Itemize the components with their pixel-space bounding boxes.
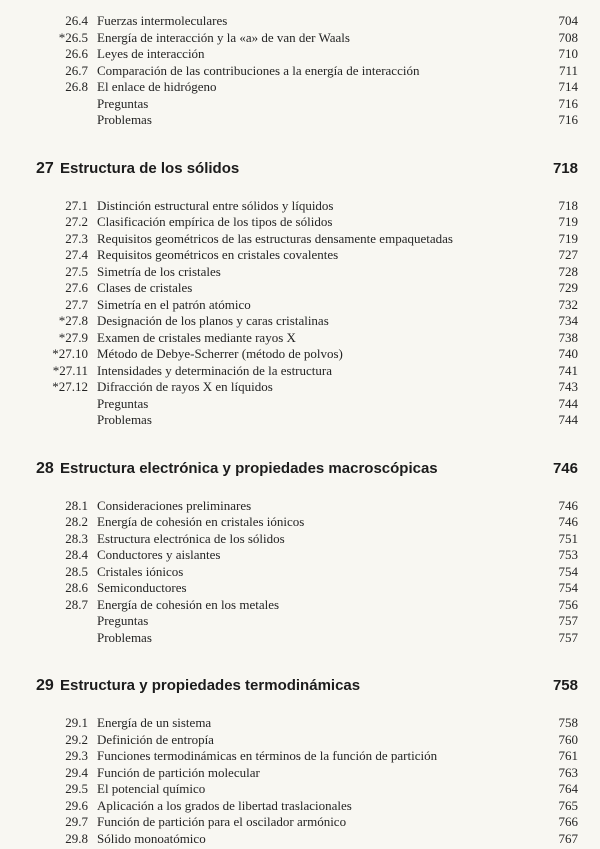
section-title: Preguntas — [97, 395, 149, 411]
section-title: Función de partición molecular — [97, 764, 260, 780]
page-number: 741 — [558, 362, 578, 378]
chapter-page-number: 746 — [552, 459, 578, 477]
section-number: 27.7 — [65, 296, 88, 312]
toc-entry — [36, 498, 578, 515]
page-number: 708 — [558, 29, 578, 45]
toc-entry — [36, 748, 578, 765]
section-number: *27.8 — [58, 313, 88, 328]
section-number: 26.6 — [65, 46, 88, 61]
section-number: 26.8 — [65, 79, 88, 94]
section-title: Semiconductores — [97, 580, 187, 595]
chapter-title: Estructura y propiedades termodinámicas — [60, 677, 361, 694]
section-number: *27.12 — [52, 379, 88, 394]
toc-entry — [36, 531, 578, 548]
toc-entry — [36, 831, 578, 848]
toc-entry — [36, 547, 578, 564]
toc-entry — [36, 597, 578, 614]
page-number: 710 — [558, 46, 578, 61]
chapter-number: 27 — [36, 159, 54, 177]
section-number: 27.4 — [65, 247, 88, 262]
page-number: 732 — [558, 296, 578, 312]
page-number: 704 — [558, 13, 578, 28]
section-title: Requisitos geométricos en cristales covalentes — [97, 247, 339, 262]
section-number: 29.7 — [65, 814, 88, 829]
page-number: 728 — [558, 263, 578, 279]
page-number: 765 — [558, 797, 578, 813]
toc-group — [36, 13, 578, 129]
section-number: 27.6 — [65, 280, 88, 295]
section-title: Preguntas — [97, 613, 149, 628]
section-title: Intensidades y determinación de la estructura — [97, 362, 332, 378]
section-title: Problemas — [97, 112, 152, 127]
toc-entry — [36, 96, 578, 113]
toc-entry — [36, 613, 578, 630]
section-title: Clases de cristales — [97, 280, 193, 295]
page-number: 757 — [558, 613, 578, 628]
chapter-page-number: 758 — [552, 677, 578, 694]
toc-entry — [36, 781, 578, 798]
section-number: 28.1 — [65, 497, 88, 513]
section-title: Energía de cohesión en los metales — [97, 596, 280, 612]
section-number: 27.2 — [65, 214, 88, 229]
page-number: 761 — [558, 748, 578, 763]
page-number: 719 — [558, 214, 578, 229]
section-title: Clasificación empírica de los tipos de sólidos — [97, 214, 333, 229]
toc-entry — [36, 732, 578, 749]
page-number: 754 — [558, 563, 578, 579]
toc-entry — [36, 798, 578, 815]
section-number: 28.5 — [65, 563, 88, 579]
section-title: Distinción estructural entre sólidos y líquidos — [97, 197, 334, 213]
toc-group — [36, 676, 578, 847]
page-number: 766 — [558, 814, 578, 829]
page-number: 744 — [558, 395, 578, 411]
section-number: 29.2 — [65, 731, 88, 747]
section-title: Consideraciones preliminares — [97, 497, 252, 513]
section-number: 29.3 — [65, 748, 88, 763]
section-number: 28.3 — [65, 530, 88, 546]
section-title: El potencial químico — [97, 781, 206, 796]
page-number: 764 — [558, 781, 578, 796]
toc-entry — [36, 330, 578, 347]
page-number: 716 — [558, 112, 578, 127]
toc-entry — [36, 379, 578, 396]
section-number: *27.10 — [52, 346, 88, 361]
section-title: Simetría de los cristales — [97, 263, 221, 279]
section-title: Energía de un sistema — [97, 715, 212, 730]
page-number: 716 — [558, 95, 578, 111]
section-title: Leyes de interacción — [97, 46, 205, 61]
section-title: Difracción de rayos X en líquidos — [97, 379, 273, 394]
section-title: Comparación de las contribuciones a la energía de interacción — [97, 62, 420, 78]
section-title: Simetría en el patrón atómico — [97, 296, 251, 312]
page-number: 718 — [558, 197, 578, 213]
toc-entry — [36, 79, 578, 96]
page-number: 714 — [558, 79, 578, 94]
chapter-title: Estructura electrónica y propiedades macroscópicas — [60, 459, 438, 477]
page-number: 758 — [558, 715, 578, 730]
chapter-number: 28 — [36, 459, 54, 477]
toc-entry — [36, 280, 578, 297]
section-number: 27.1 — [65, 197, 88, 213]
section-number: *27.11 — [52, 362, 88, 378]
page-number: 746 — [558, 514, 578, 529]
section-title: Definición de entropía — [97, 731, 214, 747]
toc-entry — [36, 264, 578, 281]
toc-entry — [36, 514, 578, 531]
toc-group — [36, 159, 578, 429]
section-title: Funciones termodinámicas en términos de la función de partición — [97, 748, 438, 763]
section-title: Energía de cohesión en cristales iónicos — [97, 514, 305, 529]
section-title: Energía de interacción y la «a» de van der Waals — [97, 29, 350, 45]
section-title: Examen de cristales mediante rayos X — [97, 329, 296, 345]
page-number: 751 — [558, 530, 578, 546]
toc-entry — [36, 396, 578, 413]
section-number: 29.8 — [65, 830, 88, 846]
section-title: Requisitos geométricos de las estructuras densamente empaquetadas — [97, 230, 453, 246]
page-number: 734 — [558, 313, 578, 328]
toc-entry — [36, 765, 578, 782]
toc-entry — [36, 412, 578, 429]
page-number: 756 — [558, 596, 578, 612]
section-number: 26.7 — [65, 62, 88, 78]
page-number: 763 — [558, 764, 578, 780]
toc-entry — [36, 715, 578, 732]
section-number: 29.6 — [65, 797, 88, 813]
toc-entry — [36, 198, 578, 215]
chapter-number: 29 — [36, 677, 54, 694]
toc — [36, 13, 578, 847]
section-title: Aplicación a los grados de libertad traslacionales — [97, 797, 352, 813]
section-title: Fuerzas intermoleculares — [97, 13, 228, 28]
section-title: Estructura electrónica de los sólidos — [97, 530, 285, 546]
section-number: 28.2 — [65, 514, 88, 529]
toc-entry — [36, 564, 578, 581]
page-number: 757 — [558, 629, 578, 645]
section-title: Función de partición para el oscilador armónico — [97, 814, 347, 829]
page-number: 738 — [558, 329, 578, 345]
section-title: Método de Debye-Scherrer (método de polvos) — [97, 346, 343, 361]
toc-entry — [36, 313, 578, 330]
chapter-page-number: 718 — [552, 159, 578, 177]
page-number: 740 — [558, 346, 578, 361]
toc-entry — [36, 363, 578, 380]
page-number: 743 — [558, 379, 578, 394]
page-number: 729 — [558, 280, 578, 295]
section-number: 28.6 — [65, 580, 88, 595]
toc-entry — [36, 814, 578, 831]
section-title: Problemas — [97, 412, 152, 427]
section-number: 29.4 — [65, 764, 88, 780]
toc-group — [36, 459, 578, 647]
section-number: 28.7 — [65, 596, 88, 612]
page-number: 746 — [558, 497, 578, 513]
section-title: El enlace de hidrógeno — [97, 79, 217, 94]
page-number: 727 — [558, 247, 578, 262]
page-number: 711 — [558, 62, 578, 78]
toc-entry — [36, 13, 578, 30]
chapter-heading — [36, 159, 578, 179]
toc-entry — [36, 112, 578, 129]
toc-entry — [36, 46, 578, 63]
section-number: 27.3 — [65, 230, 88, 246]
toc-entry — [36, 247, 578, 264]
section-number: 29.1 — [65, 715, 88, 730]
section-title: Preguntas — [97, 95, 149, 111]
toc-entry — [36, 580, 578, 597]
page-number: 744 — [558, 412, 578, 427]
toc-entry — [36, 346, 578, 363]
section-title: Cristales iónicos — [97, 563, 184, 579]
chapter-title: Estructura de los sólidos — [60, 159, 240, 177]
page-number: 760 — [558, 731, 578, 747]
section-number: 27.5 — [65, 263, 88, 279]
toc-entry — [36, 63, 578, 80]
toc-entry — [36, 214, 578, 231]
chapter-heading — [36, 676, 578, 696]
section-title: Designación de los planos y caras cristalinas — [97, 313, 329, 328]
section-title: Sólido monoatómico — [97, 830, 206, 846]
toc-entry — [36, 630, 578, 647]
toc-entry — [36, 231, 578, 248]
section-number: *26.5 — [58, 29, 88, 45]
toc-entry — [36, 297, 578, 314]
section-title: Problemas — [97, 629, 152, 645]
section-number: 28.4 — [65, 547, 88, 562]
toc-entry — [36, 30, 578, 47]
section-number: 29.5 — [65, 781, 88, 796]
section-number: 26.4 — [65, 13, 88, 28]
section-number: *27.9 — [58, 329, 88, 345]
page-number: 767 — [558, 830, 578, 846]
chapter-heading — [36, 459, 578, 479]
page-number: 753 — [558, 547, 578, 562]
page-number: 754 — [558, 580, 578, 595]
section-title: Conductores y aislantes — [97, 547, 221, 562]
page-number: 719 — [558, 230, 578, 246]
